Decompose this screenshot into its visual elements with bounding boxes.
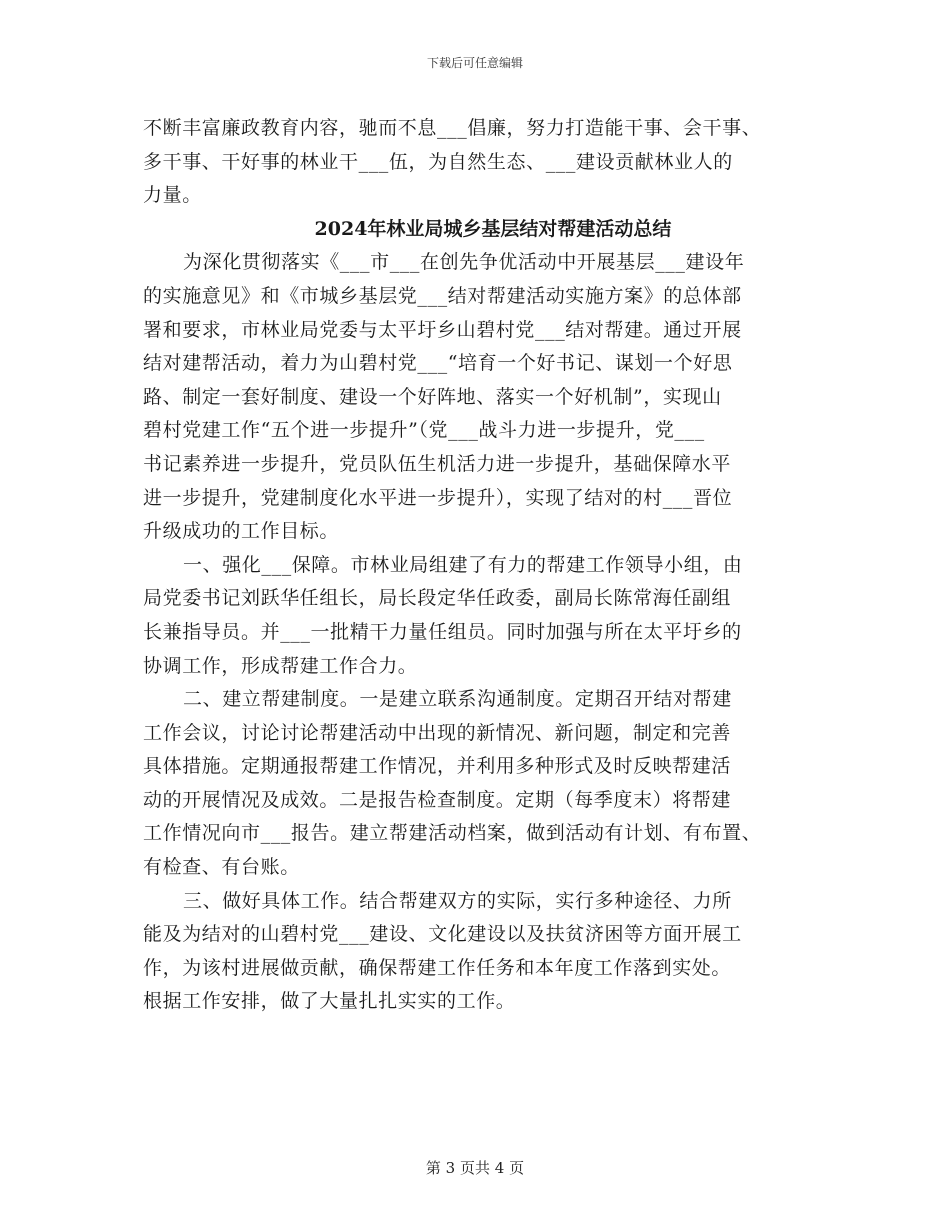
body-line: 作，为该村进展做贡献，确保帮建工作任务和本年度工作落到实处。: [143, 956, 732, 979]
body-line: 具体措施。定期通报帮建工作情况，并利用多种形式及时反映帮建活: [143, 755, 732, 778]
body-line: 路、制定一套好制度、建设一个好阵地、落实一个好机制”，实现山: [143, 385, 722, 408]
paragraph-start: 三、做好具体工作。结合帮建双方的实际，实行多种途径、力所: [183, 889, 732, 912]
body-line: 多干事、干好事的林业干___伍，为自然生态、___建设贡献林业人的: [143, 150, 733, 173]
body-line: 工作情况向市___报告。建立帮建活动档案，做到活动有计划、有布置、: [143, 822, 762, 845]
body-line: 结对建帮活动，着力为山碧村党___“培育一个好书记、谋划一个好思: [143, 352, 733, 375]
body-line: 局党委书记刘跃华任组长，局长段定华任政委，副局长陈常海任副组: [143, 587, 732, 610]
body-line: 能及为结对的山碧村党___建设、文化建设以及扶贫济困等方面开展工: [143, 923, 742, 946]
page-header: 下载后可任意编辑: [426, 56, 523, 70]
body-line: 书记素养进一步提升，党员队伍生机活力进一步提升，基础保障水平: [143, 452, 732, 475]
body-line: 升级成功的工作目标。: [143, 520, 340, 543]
body-line: 进一步提升，党建制度化水平进一步提升），实现了结对的村___晋位: [143, 486, 733, 509]
paragraph-start: 一、强化___保障。市林业局组建了有力的帮建工作领导小组，由: [183, 553, 743, 576]
body-line: 力量。: [143, 184, 202, 207]
body-line: 长兼指导员。并___一批精干力量任组员。同时加强与所在太平圩乡的: [143, 620, 742, 643]
paragraph-start: 为深化贯彻落实《___市___在创先争优活动中开展基层___建设年: [183, 251, 745, 274]
page-footer: 第 3 页共 4 页: [425, 1159, 525, 1177]
section-title: 2024年林业局城乡基层结对帮建活动总结: [314, 217, 672, 240]
body-line: 根据工作安排，做了大量扎扎实实的工作。: [143, 990, 516, 1013]
body-line: 协调工作，形成帮建工作合力。: [143, 654, 418, 677]
body-line: 署和要求，市林业局党委与太平圩乡山碧村党___结对帮建。通过开展: [143, 318, 742, 341]
body-line: 的实施意见》和《市城乡基层党___结对帮建活动实施方案》的总体部: [143, 284, 742, 307]
body-line: 不断丰富廉政教育内容，驰而不息___倡廉，努力打造能干事、会干事、: [143, 117, 762, 139]
body-line: 碧村党建工作“五个进一步提升”（党___战斗力进一步提升，党___: [143, 419, 705, 442]
body-line: 动的开展情况及成效。二是报告检查制度。定期（每季度末）将帮建: [143, 788, 732, 811]
document-body: [143, 112, 823, 1019]
body-line: 工作会议，讨论讨论帮建活动中出现的新情况、新问题，制定和完善: [143, 721, 732, 744]
body-line: 有检查、有台账。: [143, 856, 300, 879]
paragraph-start: 二、建立帮建制度。一是建立联系沟通制度。定期召开结对帮建: [183, 688, 732, 711]
